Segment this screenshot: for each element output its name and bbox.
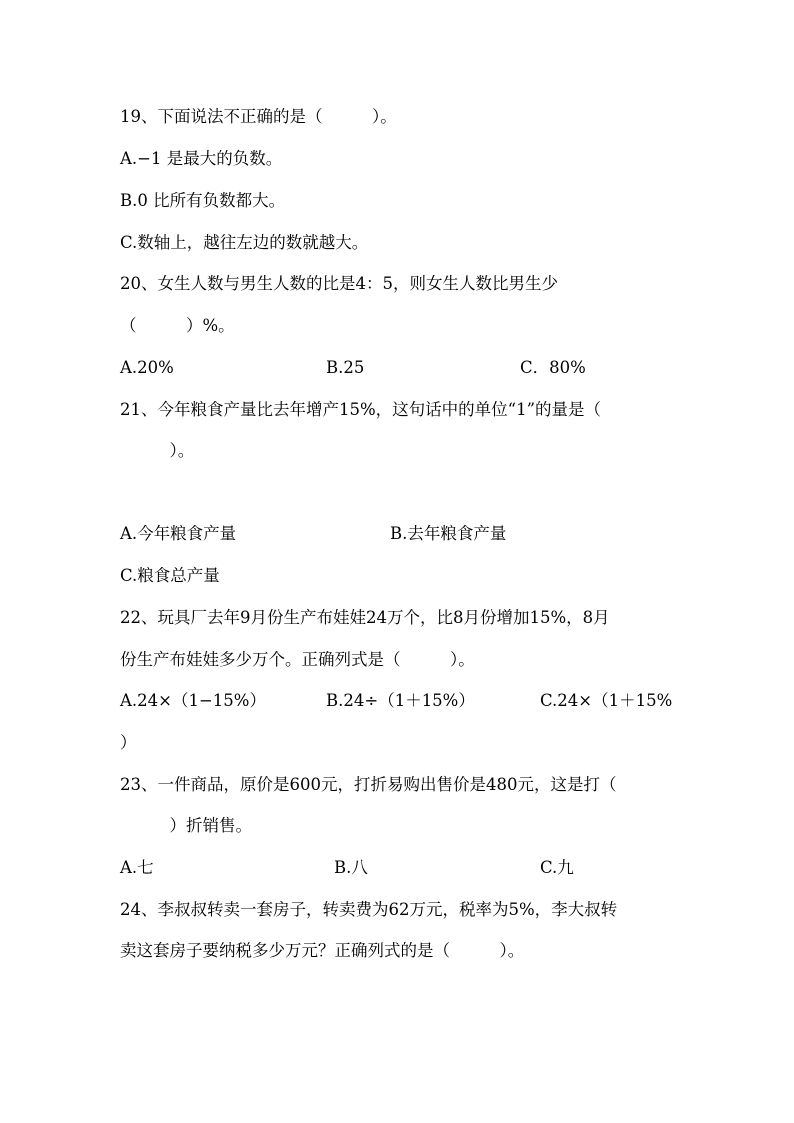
q23-option-c: C.九 [540,858,574,877]
q19-option-a: A.−1 是最大的负数。 [120,149,283,168]
q21-option-a: A.今年粮食产量 [120,524,237,543]
q20-stem-line2: （ ）%。 [120,316,235,335]
q20-stem-line1: 20、女生人数与男生人数的比是4：5，则女生人数比男生少 [120,274,558,293]
q24-stem-line2: 卖这套房子要纳税多少万元？正确列式的是（ ）。 [120,941,525,960]
q21-option-b: B.去年粮食产量 [390,524,507,543]
q20-option-c: C．80% [520,358,586,377]
q24-stem-line1: 24、李叔叔转卖一套房子，转卖费为62万元，税率为5%，李大叔转 [120,900,618,919]
q22-stem-line1: 22、玩具厂去年9月份生产布娃娃24万个，比8月份增加15%，8月 [120,608,610,627]
q22-stem-line2: 份生产布娃娃多少万个。正确列式是（ ）。 [120,650,475,669]
q19-stem: 19、下面说法不正确的是（ ）。 [120,107,397,126]
q22-option-c-continued: ） [120,733,137,752]
q23-stem-line1: 23、一件商品，原价是600元，打折易购出售价是480元，这是打（ [120,775,617,794]
q23-option-b: B.八 [334,858,368,877]
q19-option-c: C.数轴上，越往左边的数就越大。 [120,233,369,252]
q23-option-a: A.七 [120,858,154,877]
q21-option-c: C.粮食总产量 [120,566,220,585]
q20-option-a: A.20% [120,358,174,377]
q21-stem-line2: ）。 [120,441,195,460]
q20-option-b: B.25 [326,358,365,377]
q22-option-a: A.24×（1−15%） [120,691,266,710]
q23-stem-line2: ）折销售。 [120,816,252,835]
q22-option-c: C.24×（1＋15% [540,691,673,710]
q19-option-b: B.0 比所有负数都大。 [120,191,286,210]
q22-option-b: B.24÷（1＋15%） [326,691,475,710]
q21-stem-line1: 21、今年粮食产量比去年增产15%，这句话中的单位“1”的量是（ [120,400,602,419]
